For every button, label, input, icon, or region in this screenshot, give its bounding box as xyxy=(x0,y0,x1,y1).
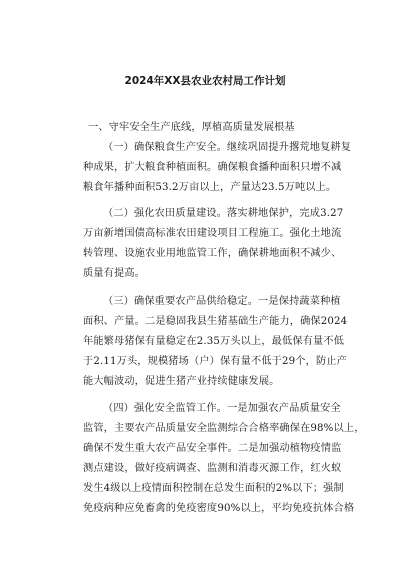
paragraph-line: 年能繁母猪保有量稳定在2.35万头以上，最低保有量不低 xyxy=(83,336,345,347)
paragraph-line: 面积、产量。二是稳固我县生猪基础生产能力，确保2024 xyxy=(83,316,348,327)
paragraph-line: （一）确保粮食生产安全。继续巩固提升撂荒地复耕复 xyxy=(103,142,352,153)
paragraph-line: （二）强化农田质量建设。落实耕地保护，完成3.27 xyxy=(103,208,344,219)
document-title: 2024年XX县农业农村局工作计划 xyxy=(124,75,286,87)
paragraph-line: 于2.11万头，规模猪场（户）保有量不低于29个，防止产 xyxy=(83,356,347,367)
section-heading: 一、守牢安全生产底线，厚植高质量发展根基 xyxy=(88,122,295,133)
paragraph-line: 转管理、设施农业用地监管工作，确保耕地面积不减少、 xyxy=(83,248,342,259)
paragraph-line: （四）强化安全监管工作。一是加强农产品质量安全 xyxy=(103,403,341,414)
paragraph-line: 监管，主要农产品质量安全监测综合合格率确保在98%以上， xyxy=(83,423,365,434)
paragraph-line: 确保不发生重大农产品安全事件。二是加强动植物疫情监 xyxy=(83,443,342,454)
paragraph-line: 质量有提高。 xyxy=(83,268,146,279)
paragraph-line: 发生4级以上疫情面积控制在总发生面积的2%以下；强制 xyxy=(83,483,344,494)
paragraph-line: （三）确保重要农产品供给稳定。一是保持蔬菜种植 xyxy=(103,296,341,307)
paragraph-line: 万亩新增国债高标准农田建设项目工程施工。强化土地流 xyxy=(83,228,342,239)
paragraph-line: 粮食年播种面积53.2万亩以上，产量达23.5万吨以上。 xyxy=(83,182,337,193)
paragraph-line: 测点建设，做好疫病调查、监测和消毒灭源工作，红火蚁 xyxy=(83,463,342,474)
paragraph-line: 免疫病种应免畜禽的免疫密度90%以上，平均免疫抗体合格 xyxy=(83,503,355,514)
paragraph-line: 能大幅波动，促进生猪产业持续健康发展。 xyxy=(83,376,280,387)
paragraph-line: 种成果，扩大粮食种植面积。确保粮食播种面积只增不减 xyxy=(83,162,342,173)
